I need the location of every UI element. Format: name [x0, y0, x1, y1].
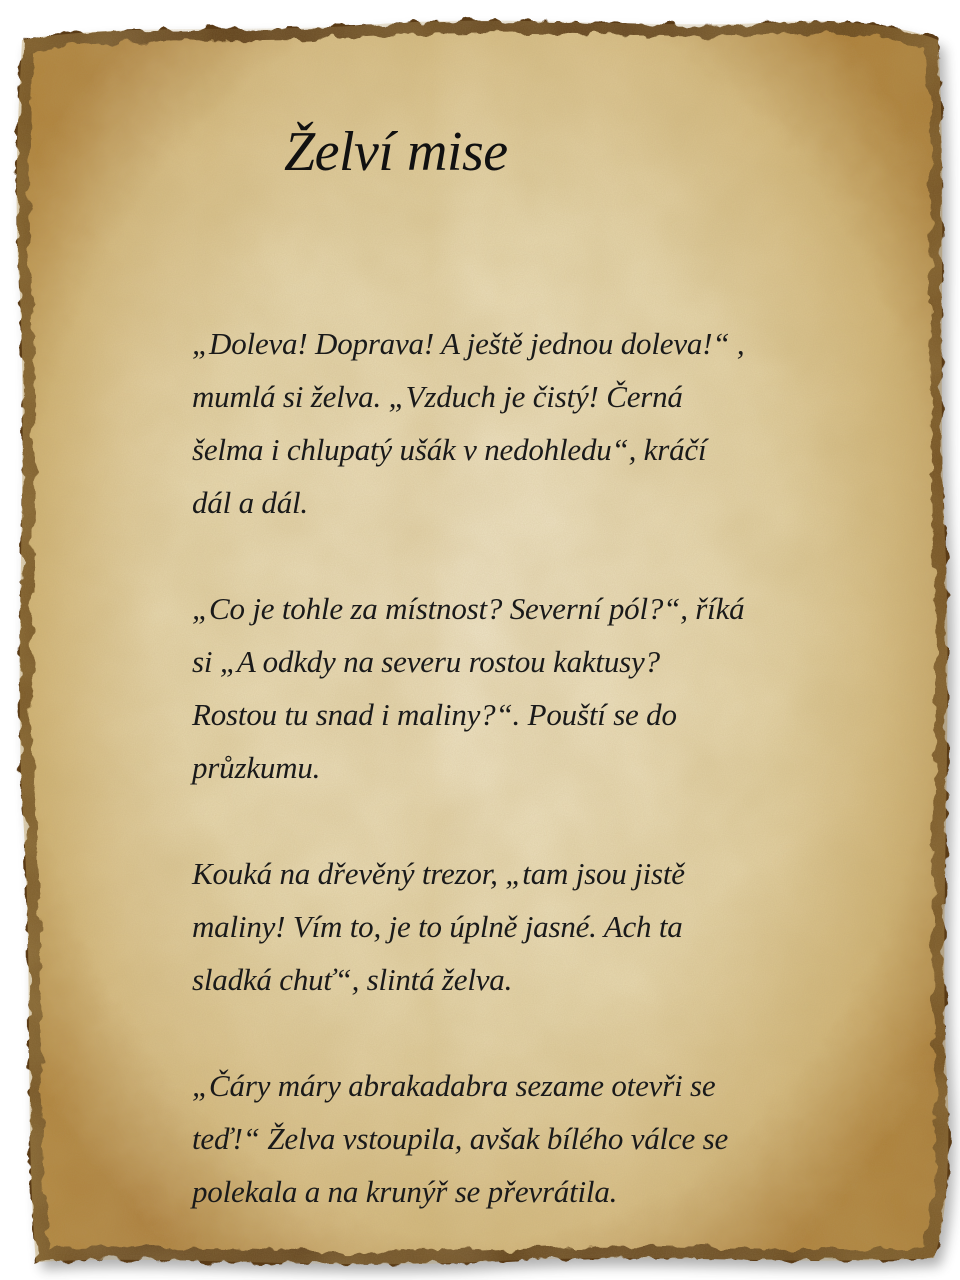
text-line: „Doleva! Doprava! A ještě jednou doleva!“ ,: [192, 326, 745, 361]
text-line: Kouká na dřevěný trezor, „tam jsou jistě: [192, 856, 685, 891]
story-paragraph: [192, 317, 792, 529]
text-line: maliny! Vím to, je to úplně jasné. Ach ta: [192, 909, 683, 944]
text-line: „Co je tohle za místnost? Severní pól?“, říká: [192, 591, 745, 626]
story-paragraph: [192, 847, 792, 1006]
paragraph-gap: [192, 1006, 792, 1059]
paragraph-gap: [192, 794, 792, 847]
paragraph-gap: [192, 529, 792, 582]
story-body: [192, 317, 792, 1218]
text-line: šelma i chlupatý ušák v nedohledu“, kráčí: [192, 432, 707, 467]
text-line: dál a dál.: [192, 485, 308, 520]
text-line: si „A odkdy na severu rostou kaktusy?: [192, 644, 660, 679]
story-paragraph: [192, 1059, 792, 1218]
text-line: mumlá si želva. „Vzduch je čistý! Černá: [192, 379, 683, 414]
text-line: „Čáry máry abrakadabra sezame otevři se: [192, 1068, 716, 1103]
text-line: průzkumu.: [192, 750, 321, 785]
story-paragraph: [192, 582, 792, 794]
story-title: Želví mise: [284, 121, 508, 183]
text-line: sladká chuť“, slintá želva.: [192, 962, 513, 997]
text-line: polekala a na krunýř se převrátila.: [192, 1174, 618, 1209]
text-line: Rostou tu snad i maliny?“. Pouští se do: [192, 697, 677, 732]
text-line: teď!“ Želva vstoupila, avšak bílého válce se: [192, 1121, 729, 1156]
